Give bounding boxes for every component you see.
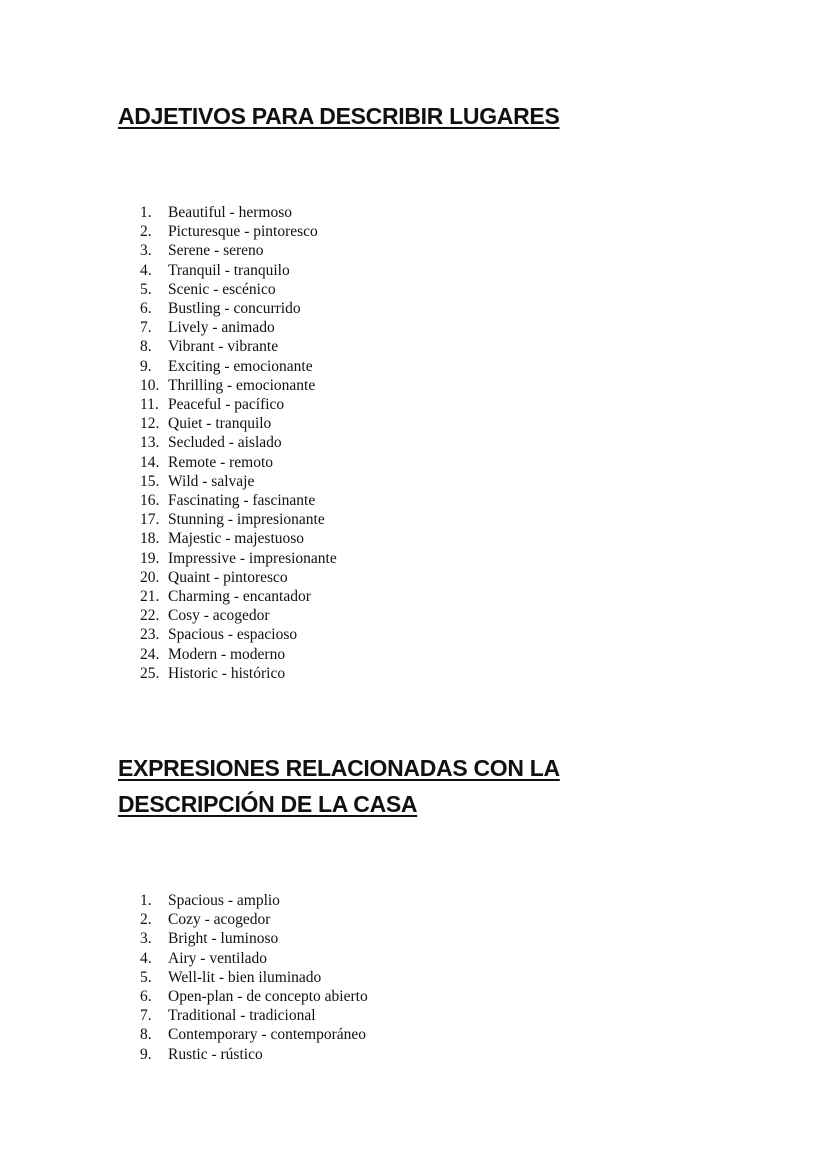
list-item (140, 1045, 368, 1064)
list-item (140, 529, 337, 548)
list-item-text: Quaint - pintoresco (168, 568, 288, 586)
list-item (140, 222, 337, 241)
list-item-text: Scenic - escénico (168, 280, 276, 298)
list-item (140, 241, 337, 260)
list-item-text: Traditional - tradicional (168, 1007, 316, 1025)
list-item-number: 17. (140, 511, 160, 529)
places-adjectives-list (140, 203, 337, 683)
list-item-number: 10. (140, 376, 160, 394)
list-item-text: Spacious - amplio (168, 892, 280, 909)
list-item-number: 7. (140, 1007, 152, 1025)
list-item (140, 299, 337, 318)
list-item (140, 337, 337, 356)
list-item (140, 491, 337, 510)
list-item-number: 4. (140, 949, 152, 967)
list-item-text: Cosy - acogedor (168, 607, 270, 625)
list-item-text: Wild - salvaje (168, 472, 255, 490)
list-item (140, 987, 368, 1006)
list-item (140, 280, 337, 299)
list-item-number: 5. (140, 968, 152, 986)
list-item-text: Beautiful - hermoso (168, 204, 292, 221)
list-item (140, 549, 337, 568)
list-item-number: 6. (140, 300, 152, 318)
list-item (140, 357, 337, 376)
list-item (140, 203, 337, 222)
list-item (140, 910, 368, 929)
list-item (140, 891, 368, 910)
list-item-text: Spacious - espacioso (168, 626, 298, 644)
list-item (140, 433, 337, 452)
list-item-number: 9. (140, 357, 152, 375)
list-item-text: Bright - luminoso (168, 930, 279, 948)
list-item-number: 7. (140, 319, 152, 337)
list-item-text: Lively - animado (168, 319, 275, 337)
list-item-text: Secluded - aislado (168, 434, 282, 452)
list-item-number: 21. (140, 588, 160, 606)
list-item (140, 1006, 368, 1025)
list-item-number: 12. (140, 415, 160, 433)
list-item (140, 568, 337, 587)
list-item-number: 20. (140, 568, 160, 586)
list-item-number: 13. (140, 434, 160, 452)
list-item-number: 3. (140, 930, 152, 948)
list-item-number: 23. (140, 626, 160, 644)
list-item-text: Serene - sereno (168, 242, 264, 260)
list-item-number: 2. (140, 911, 152, 929)
house-expressions-list (140, 891, 368, 1064)
list-item-number: 3. (140, 242, 152, 260)
list-item-number: 4. (140, 261, 152, 279)
list-item-text: Well-lit - bien iluminado (168, 968, 322, 986)
list-item (140, 968, 368, 987)
list-item-text: Open-plan - de concepto abierto (168, 988, 368, 1006)
list-item-number: 18. (140, 530, 160, 548)
list-item (140, 645, 337, 664)
list-item-text: Peaceful - pacífico (168, 396, 285, 414)
list-item-text: Modern - moderno (168, 645, 286, 663)
list-item-number: 9. (140, 1045, 152, 1063)
list-item-number: 6. (140, 988, 152, 1006)
list-item-number: 19. (140, 549, 160, 567)
list-item-number: 16. (140, 492, 160, 510)
list-item-text: Fascinating - fascinante (168, 492, 316, 510)
list-item-text: Rustic - rústico (168, 1045, 263, 1063)
list-item-number: 11. (140, 396, 159, 414)
list-item-number: 24. (140, 645, 160, 663)
list-item (140, 929, 368, 948)
list-item (140, 376, 337, 395)
list-item-text: Majestic - majestuoso (168, 530, 305, 548)
list-item (140, 414, 337, 433)
list-item (140, 606, 337, 625)
list-item-number: 1. (140, 204, 152, 221)
list-item (140, 261, 337, 280)
list-item (140, 395, 337, 414)
list-item-text: Exciting - emocionante (168, 357, 313, 375)
list-item (140, 318, 337, 337)
list-item-text: Cozy - acogedor (168, 911, 271, 929)
list-item-text: Stunning - impresionante (168, 511, 325, 529)
list-item-number: 5. (140, 280, 152, 298)
list-item-text: Impressive - impresionante (168, 549, 337, 567)
list-item-text: Contemporary - contemporáneo (168, 1026, 366, 1044)
list-item (140, 510, 337, 529)
list-item (140, 949, 368, 968)
list-item (140, 1025, 368, 1044)
list-item-text: Picturesque - pintoresco (168, 223, 318, 241)
list-item-text: Airy - ventilado (168, 949, 268, 967)
list-item-text: Quiet - tranquilo (168, 415, 272, 433)
list-item-number: 1. (140, 892, 152, 909)
list-item-text: Tranquil - tranquilo (168, 261, 290, 279)
list-item-text: Historic - histórico (168, 664, 286, 682)
list-item (140, 453, 337, 472)
list-item (140, 587, 337, 606)
list-item-text: Thrilling - emocionante (168, 376, 316, 394)
list-item (140, 472, 337, 491)
list-item-number: 22. (140, 607, 160, 625)
section-heading-places: ADJETIVOS PARA DESCRIBIR LUGARES (118, 103, 560, 129)
list-item-number: 8. (140, 338, 152, 356)
list-item-text: Vibrant - vibrante (168, 338, 279, 356)
list-item (140, 625, 337, 644)
list-item-text: Remote - remoto (168, 453, 274, 471)
list-item-text: Bustling - concurrido (168, 300, 301, 318)
section-heading-house: EXPRESIONES RELACIONADAS CON LA DESCRIPCIÓN DE LA CASA (118, 755, 560, 817)
list-item (140, 664, 337, 683)
list-item-number: 2. (140, 223, 152, 241)
list-item-text: Charming - encantador (168, 588, 311, 606)
list-item-number: 8. (140, 1026, 152, 1044)
list-item-number: 15. (140, 472, 160, 490)
list-item-number: 14. (140, 453, 160, 471)
list-item-number: 25. (140, 664, 160, 682)
